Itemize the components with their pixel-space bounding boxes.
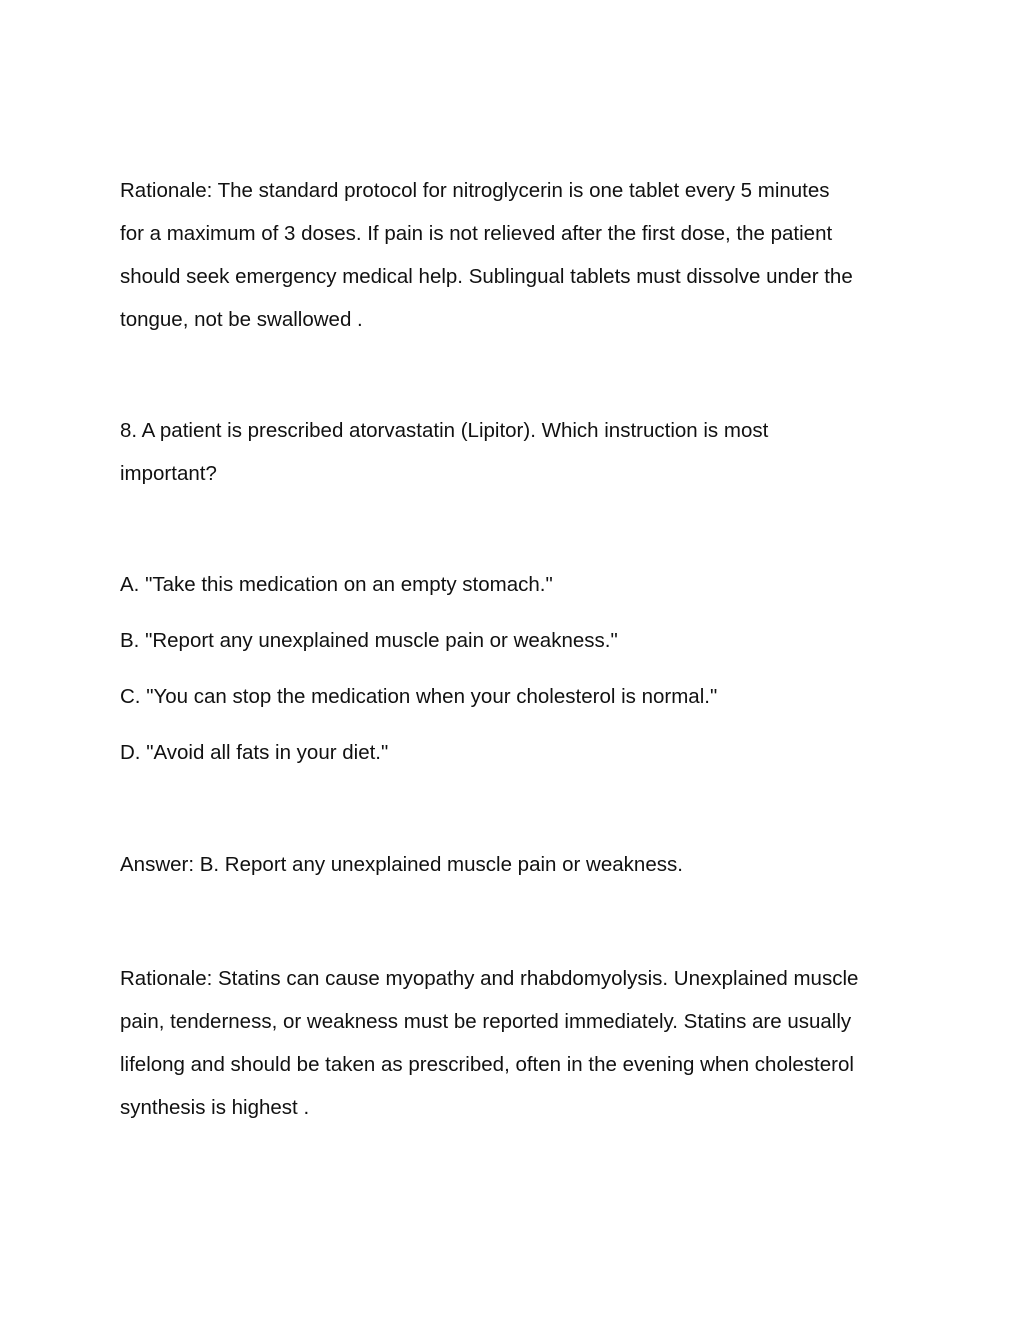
question-8 [120, 409, 910, 495]
rationale-1-line-2: for a maximum of 3 doses. If pain is not relieved after the first dose, the patient [120, 222, 833, 245]
option-b: B. "Report any unexplained muscle pain or weakness." [120, 629, 618, 652]
rationale-2-line-4: synthesis is highest . [120, 1096, 310, 1119]
rationale-1-line-4: tongue, not be swallowed . [120, 308, 363, 331]
option-a: A. "Take this medication on an empty stomach." [120, 573, 553, 596]
rationale-1-line-1: Rationale: The standard protocol for nitroglycerin is one tablet every 5 minutes [120, 179, 830, 202]
rationale-2-line-2: pain, tenderness, or weakness must be reported immediately. Statins are usually [120, 1010, 852, 1033]
option-c: C. "You can stop the medication when your cholesterol is normal." [120, 685, 718, 708]
rationale-paragraph-statins [120, 957, 910, 1129]
rationale-paragraph-nitroglycerin [120, 169, 910, 341]
question-line-1: 8. A patient is prescribed atorvastatin (Lipitor). Which instruction is most [120, 419, 769, 442]
document-page [120, 0, 910, 1320]
rationale-2-line-3: lifelong and should be taken as prescribed, often in the evening when cholesterol [120, 1053, 854, 1076]
question-line-2: important? [120, 462, 217, 485]
rationale-2-line-1: Rationale: Statins can cause myopathy and rhabdomyolysis. Unexplained muscle [120, 967, 859, 990]
option-d: D. "Avoid all fats in your diet." [120, 741, 389, 764]
rationale-1-line-3: should seek emergency medical help. Sublingual tablets must dissolve under the [120, 265, 853, 288]
answer-line: Answer: B. Report any unexplained muscle pain or weakness. [120, 853, 683, 876]
